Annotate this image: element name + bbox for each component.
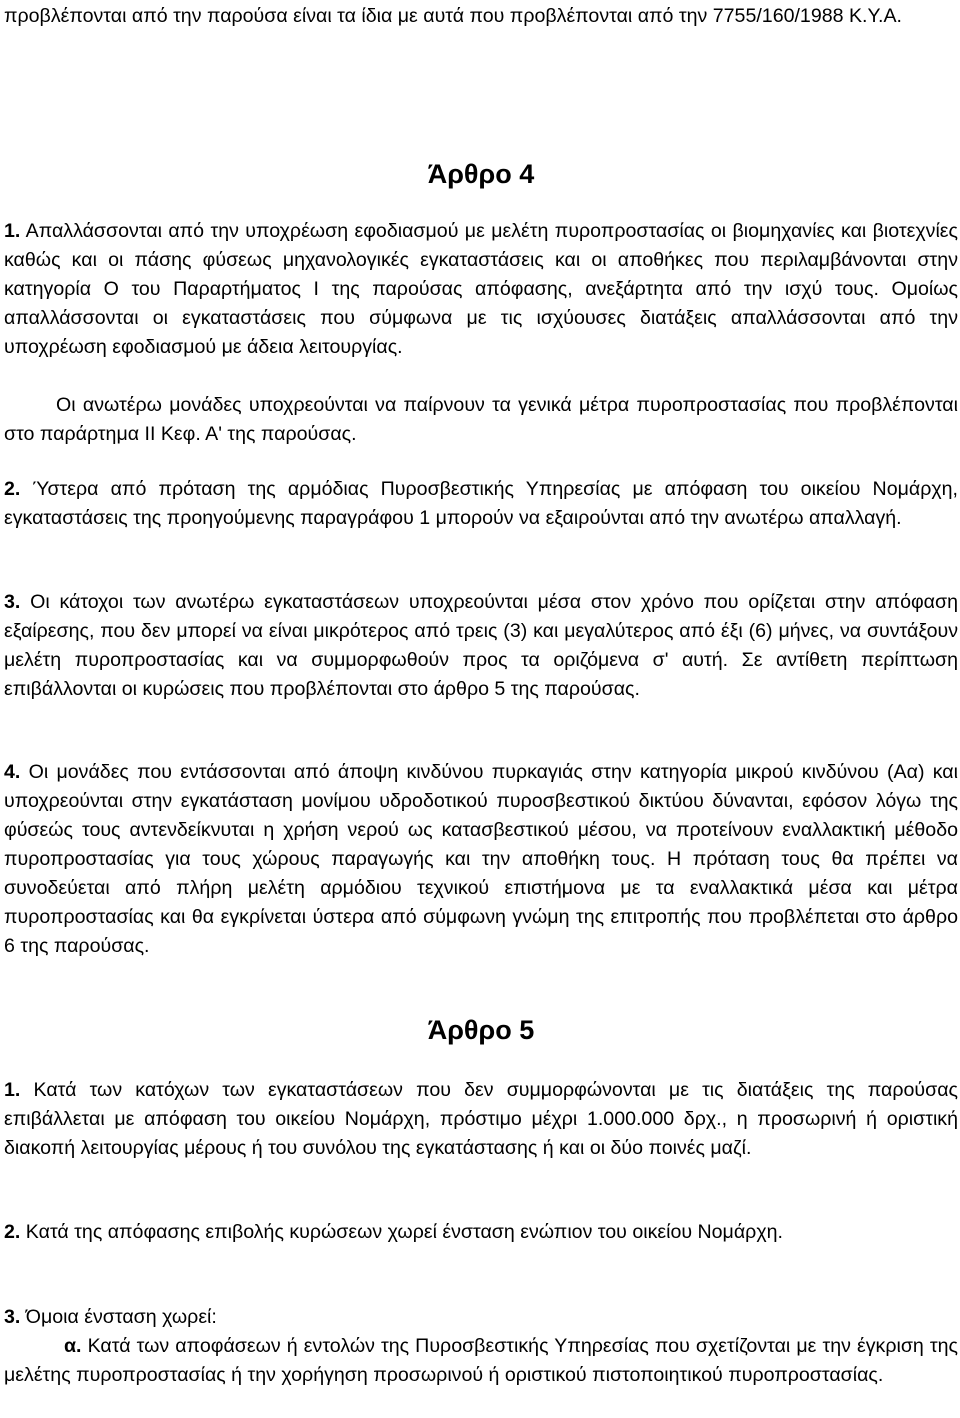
paragraph-text: Οι ανωτέρω μονάδες υποχρεούνται να παίρνουν τα γενικά μέτρα πυροπροστασίας που προβλέπονται στο παράρτημα ΙΙ Κεφ. Α' της παρούσας. [4,394,958,445]
paragraph-text: Όμοια ένσταση χωρεί: [20,1306,217,1328]
paragraph-number: 1. [4,1079,21,1101]
article-4-title: Άρθρο 4 [427,159,535,189]
paragraph-number: 3. [4,1306,21,1328]
article-4-paragraph-4 [4,758,958,961]
article-5-title: Άρθρο 5 [427,1015,535,1045]
article-4-paragraph-2 [4,475,958,533]
paragraph-number: 2. [4,1221,21,1243]
paragraph-number: 4. [4,761,21,783]
paragraph-number: 1. [4,220,21,242]
article-5-paragraph-2 [4,1218,958,1247]
intro-text: προβλέπονται από την παρούσα είναι τα ίδια με αυτά που προβλέπονται από την 7755/160/1988 Κ.Υ.Α. [4,5,902,27]
article-4-paragraph-3 [4,588,958,704]
paragraph-number: 2. [4,478,21,500]
article-4-paragraph-1 [4,217,958,362]
paragraph-text: Κατά της απόφασης επιβολής κυρώσεων χωρεί ένσταση ενώπιον του οικείου Νομάρχη. [20,1221,783,1243]
article-5-paragraph-3a [4,1332,958,1390]
paragraph-text: Οι κάτοχοι των ανωτέρω εγκαταστάσεων υποχρεούνται μέσα στον χρόνο που ορίζεται στην απόφαση εξαίρεσης, που δεν μπορεί να είναι μικρότερος από τρεις (3) και μεγαλύτερος από έξι (6) μήνες, να συντάξουν μελέτη πυροπροστασίας και να συμμορφωθούν προς τα οριζόμενα σ' αυτή. Σε αντίθετη περίπτωση επιβάλλονται οι κυρώσεις που προβλέπονται στο άρθρο 5 της παρούσας. [4,591,958,700]
paragraph-text: Ύστερα από πρόταση της αρμόδιας Πυροσβεστικής Υπηρεσίας με απόφαση του οικείου Νομάρχη, εγκαταστάσεις της προηγούμενης παραγράφου 1 μπορούν να εξαιρούνται από την ανωτέρω απαλλαγή. [4,478,958,529]
paragraph-text: Οι μονάδες που εντάσσονται από άποψη κινδύνου πυρκαγιάς στην κατηγορία μικρού κινδύνου (Αα) και υποχρεούνται στην εγκατάσταση μονίμου υδροδοτικού πυροσβεστικού δικτύου δύνανται, εφόσον λόγω της φύσεώς τους αντενδείκνυται η χρήση νερού ως κατασβεστικού μέσου, να προτείνουν εναλλακτική μέθοδο πυροπροστασίας για τους χώρους παραγωγής και την αποθήκη τους. Η πρόταση τους θα πρέπει να συνοδεύεται από πλήρη μελέτη αρμόδιου τεχνικού επιστήμονα με τα εναλλακτικά μέσα και μέτρα πυροπροστασίας και θα εγκρίνεται ύστερα από σύμφωνη γνώμη της επιτροπής που προβλέπεται στο άρθρο 6 της παρούσας. [4,761,958,957]
paragraph-text: Απαλλάσσονται από την υποχρέωση εφοδιασμού με μελέτη πυροπροστασίας οι βιομηχανίες και βιοτεχνίες καθώς και οι πάσης φύσεως μηχανολογικές εγκαταστάσεις και οι αποθήκες που περιλαμβάνονται στην κατηγορία Ο του Παραρτήματος Ι της παρούσας απόφασης, ανεξάρτητα από την ισχύ τους. Ομοίως απαλλάσσονται οι εγκαταστάσεις που σύμφωνα με τις ισχύουσες διατάξεις απαλλάσσονται από την υποχρέωση εφοδιασμού με άδεια λειτουργίας. [4,220,958,358]
paragraph-number: 3. [4,591,21,613]
article-5-paragraph-1 [4,1076,958,1163]
paragraph-text: Κατά των κατόχων των εγκαταστάσεων που δεν συμμορφώνονται με τις διατάξεις της παρούσας επιβάλλεται με απόφαση του οικείου Νομάρχη, πρόστιμο μέχρι 1.000.000 δρχ., η προσωρινή ή οριστική διακοπή λειτουργίας μέρους ή του συνόλου της εγκατάστασης ή και οι δύο ποινές μαζί. [4,1079,958,1159]
intro-paragraph [4,2,958,31]
paragraph-text: Κατά των αποφάσεων ή εντολών της Πυροσβεστικής Υπηρεσίας που σχετίζονται με την έγκριση της μελέτης πυροπροστασίας ή την χορήγηση προσωρινού ή οριστικού πιστοποιητικού πυροπροστασίας. [4,1335,958,1386]
article-5-paragraph-3 [4,1303,958,1332]
paragraph-number: α. [64,1335,82,1357]
article-4-paragraph-1b [4,391,958,449]
